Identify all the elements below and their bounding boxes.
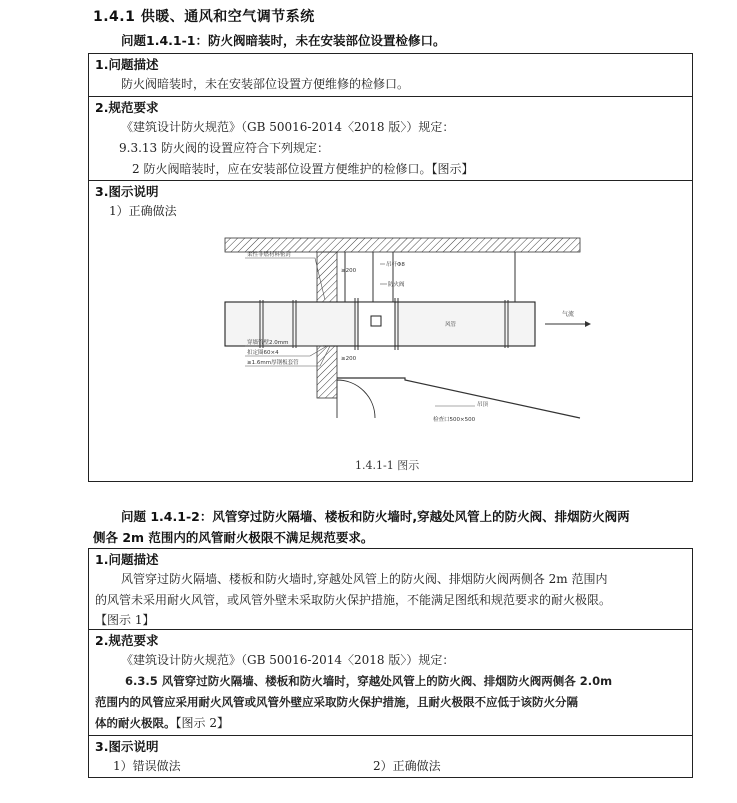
q1-description-heading: 1.问题描述 bbox=[95, 57, 159, 72]
label-angle: 扣定圈60×4 bbox=[247, 350, 279, 356]
q1-requirement-line: 2 防火阀暗装时，应在安装部位设置方便维护的检修口。【图示】 bbox=[132, 162, 474, 176]
question-2-title-line-1: 问题 1.4.1-2：风管穿过防火隔墙、楼板和防火墙时,穿越处风管上的防火阀、排烟防火阀两 bbox=[121, 509, 630, 524]
q2-description-heading: 1.问题描述 bbox=[95, 552, 159, 567]
q1-figure-subheading: 1）正确做法 bbox=[109, 204, 177, 218]
q2-description-row bbox=[89, 549, 692, 630]
hanger-rods bbox=[345, 252, 515, 302]
q2-description-line: 的风管未采用耐火风管，或风管外壁未采取防火保护措施，不能满足图纸和规范要求的耐火极限。 bbox=[95, 593, 612, 607]
q2-figure-sub-correct: 2）正确做法 bbox=[373, 759, 441, 773]
q2-figure-sub-wrong: 1）错误做法 bbox=[113, 759, 181, 773]
suspended-ceiling bbox=[337, 378, 580, 418]
label-sleeve: 穿墙管壁2.0mm bbox=[247, 340, 289, 346]
question-2-title-line-2: 侧各 2m 范围内的风管耐火极限不满足规范要求。 bbox=[93, 530, 374, 545]
q1-figure-heading: 3.图示说明 bbox=[95, 184, 159, 199]
ceiling-slab bbox=[225, 238, 580, 252]
question-2-table bbox=[88, 548, 693, 778]
label-plate: ≥1.6mm厚钢板套管 bbox=[247, 360, 299, 366]
label-ceiling: 吊顶 bbox=[477, 402, 489, 408]
q2-figure-heading: 3.图示说明 bbox=[95, 739, 159, 754]
label-200-top: ≥200 bbox=[341, 268, 357, 274]
access-door-swing bbox=[337, 380, 375, 418]
label-200-bottom: ≥200 bbox=[341, 356, 357, 362]
q1-requirement-row bbox=[89, 97, 692, 181]
section-title: 1.4.1 供暖、通风和空气调节系统 bbox=[93, 9, 315, 25]
fire-damper-diagram bbox=[205, 228, 605, 438]
label-hanger: 吊杆Φ8 bbox=[386, 262, 405, 268]
figure-1-caption: 1.4.1-1 图示 bbox=[355, 459, 420, 472]
q1-description-row bbox=[89, 54, 692, 97]
label-duct: 风管 bbox=[445, 322, 457, 328]
q1-requirement-heading: 2.规范要求 bbox=[95, 100, 159, 115]
q2-figure-row bbox=[89, 736, 692, 779]
q2-requirement-line-4-bold: 体的耐火极限。 bbox=[95, 716, 176, 730]
q2-requirement-line: 6.3.5 风管穿过防火隔墙、楼板和防火墙时，穿越处风管上的防火阀、排烟防火阀两侧各 2.0m bbox=[125, 674, 613, 688]
q2-requirement-line: 《建筑设计防火规范》（GB 50016-2014〈2018 版〉）规定： bbox=[121, 653, 455, 667]
q1-requirement-line: 9.3.13 防火阀的设置应符合下列规定： bbox=[119, 141, 329, 155]
fire-damper bbox=[358, 302, 395, 346]
q2-description-line: 【图示 1】 bbox=[95, 613, 155, 627]
q2-figure-ref: 【图示 2】 bbox=[175, 716, 229, 730]
question-1-title: 问题1.4.1-1：防火阀暗装时，未在安装部位设置检修口。 bbox=[121, 33, 446, 48]
q1-description-text: 防火阀暗装时，未在安装部位设置方便维修的检修口。 bbox=[121, 77, 410, 91]
fire-wall-upper bbox=[317, 252, 337, 302]
label-damper: 防火阀 bbox=[388, 282, 405, 288]
label-access: 检查口500×500 bbox=[433, 417, 476, 423]
label-fill: 柔性非燃材料密封 bbox=[247, 252, 292, 258]
q2-description-line: 风管穿过防火隔墙、楼板和防火墙时,穿越处风管上的防火阀、排烟防火阀两侧各 2m 范围内 bbox=[121, 572, 608, 586]
q2-requirement-line: 范围内的风管应采用耐火风管或风管外壁应采取防火保护措施，且耐火极限不应低于该防火分隔 bbox=[95, 695, 578, 709]
q2-requirement-heading: 2.规范要求 bbox=[95, 633, 159, 648]
q2-requirement-row bbox=[89, 630, 692, 736]
fire-wall-lower bbox=[317, 346, 337, 398]
q1-requirement-line: 《建筑设计防火规范》（GB 50016-2014〈2018 版〉）规定： bbox=[121, 120, 455, 134]
label-airflow: 气流 bbox=[562, 311, 575, 318]
q2-requirement-line-4 bbox=[95, 713, 686, 734]
